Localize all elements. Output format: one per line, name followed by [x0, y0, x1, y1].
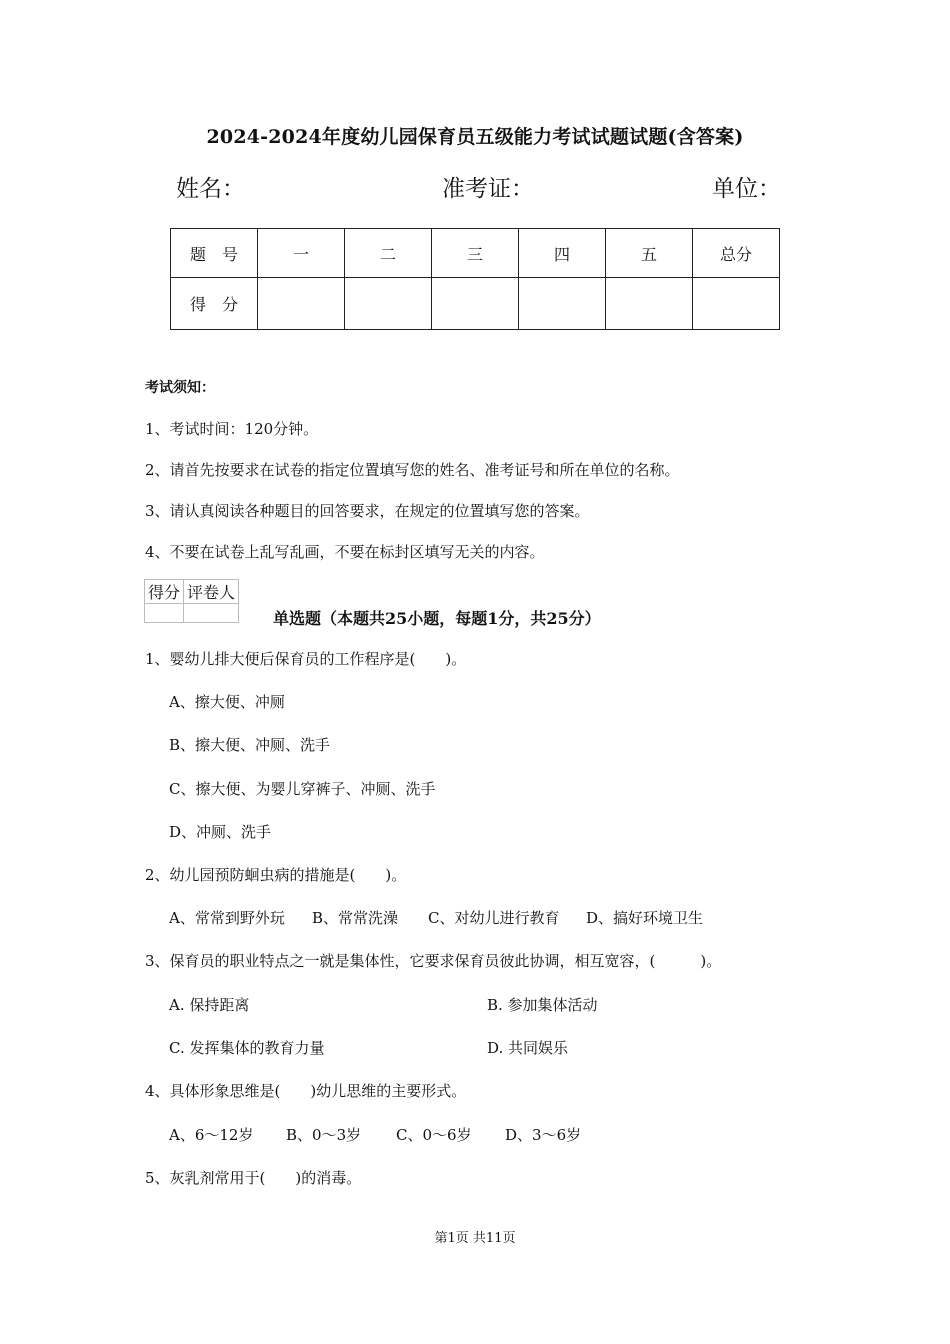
grader-score-cell: [145, 604, 184, 623]
question-option: D. 共同娱乐: [487, 1039, 569, 1057]
score-cell: [345, 278, 432, 330]
score-table-row-label: 得 分: [171, 278, 258, 330]
question-option: A. 保持距离: [169, 996, 250, 1014]
grader-name-cell: [184, 604, 239, 623]
grader-box: [144, 579, 239, 623]
question-option: C. 发挥集体的教育力量: [169, 1039, 325, 1057]
question-option: D、3～6岁: [505, 1126, 582, 1144]
question-option: A、常常到野外玩: [169, 909, 285, 927]
question-option: A、6～12岁: [169, 1126, 254, 1144]
notice-item: 4、不要在试卷上乱写乱画，不要在标封区填写无关的内容。: [145, 543, 545, 561]
score-table-header-cell: 二: [345, 229, 432, 278]
question-option: C、擦大便、为婴儿穿裤子、冲厕、洗手: [169, 780, 436, 798]
notice-item: 2、请首先按要求在试卷的指定位置填写您的姓名、准考证号和所在单位的名称。: [145, 461, 680, 479]
page-footer: 第1页 共11页: [434, 1231, 516, 1246]
notice-item: 1、考试时间：120分钟。: [145, 420, 319, 438]
score-cell: [693, 278, 780, 330]
score-table-header-cell: 三: [432, 229, 519, 278]
question-stem: 3、保育员的职业特点之一就是集体性，它要求保育员彼此协调，相互宽容，( )。: [145, 952, 722, 970]
name-field-label: 姓名：: [176, 176, 245, 202]
question-option: B、0～3岁: [286, 1126, 362, 1144]
unit-field-label: 单位：: [712, 176, 781, 202]
score-table-header-cell: 题 号: [171, 229, 258, 278]
grader-name-label: 评卷人: [184, 580, 239, 604]
question-stem: 4、具体形象思维是( )幼儿思维的主要形式。: [145, 1082, 467, 1100]
score-cell: [258, 278, 345, 330]
question-stem: 1、婴幼儿排大便后保育员的工作程序是( )。: [145, 650, 467, 668]
question-stem: 5、灰乳剂常用于( )的消毒。: [145, 1169, 362, 1187]
score-cell: [432, 278, 519, 330]
exam-id-field-label: 准考证：: [442, 176, 534, 202]
question-option: D、搞好环境卫生: [586, 909, 704, 927]
question-option: B、擦大便、冲厕、洗手: [169, 736, 331, 754]
question-option: B. 参加集体活动: [487, 996, 598, 1014]
notice-item: 3、请认真阅读各种题目的回答要求，在规定的位置填写您的答案。: [145, 502, 590, 520]
question-stem: 2、幼儿园预防蛔虫病的措施是( )。: [145, 866, 407, 884]
score-cell: [606, 278, 693, 330]
question-option: C、0～6岁: [396, 1126, 472, 1144]
score-cell: [519, 278, 606, 330]
question-option: D、冲厕、洗手: [169, 823, 272, 841]
question-option: A、擦大便、冲厕: [169, 693, 285, 711]
section-title: 单选题（本题共25小题，每题1分，共25分）: [273, 609, 601, 628]
score-table-header-row: [171, 229, 780, 278]
score-table-header-cell: 四: [519, 229, 606, 278]
document-title: 2024-2024年度幼儿园保育员五级能力考试试题试题(含答案): [206, 126, 744, 148]
grader-score-label: 得分: [145, 580, 184, 604]
notice-title: 考试须知：: [145, 380, 215, 396]
score-table-header-cell: 总分: [693, 229, 780, 278]
score-table: [170, 228, 780, 330]
question-option: C、对幼儿进行教育: [428, 909, 560, 927]
score-table-header-cell: 五: [606, 229, 693, 278]
score-table-header-cell: 一: [258, 229, 345, 278]
question-option: B、常常洗澡: [312, 909, 399, 927]
score-table-score-row: [171, 278, 780, 330]
